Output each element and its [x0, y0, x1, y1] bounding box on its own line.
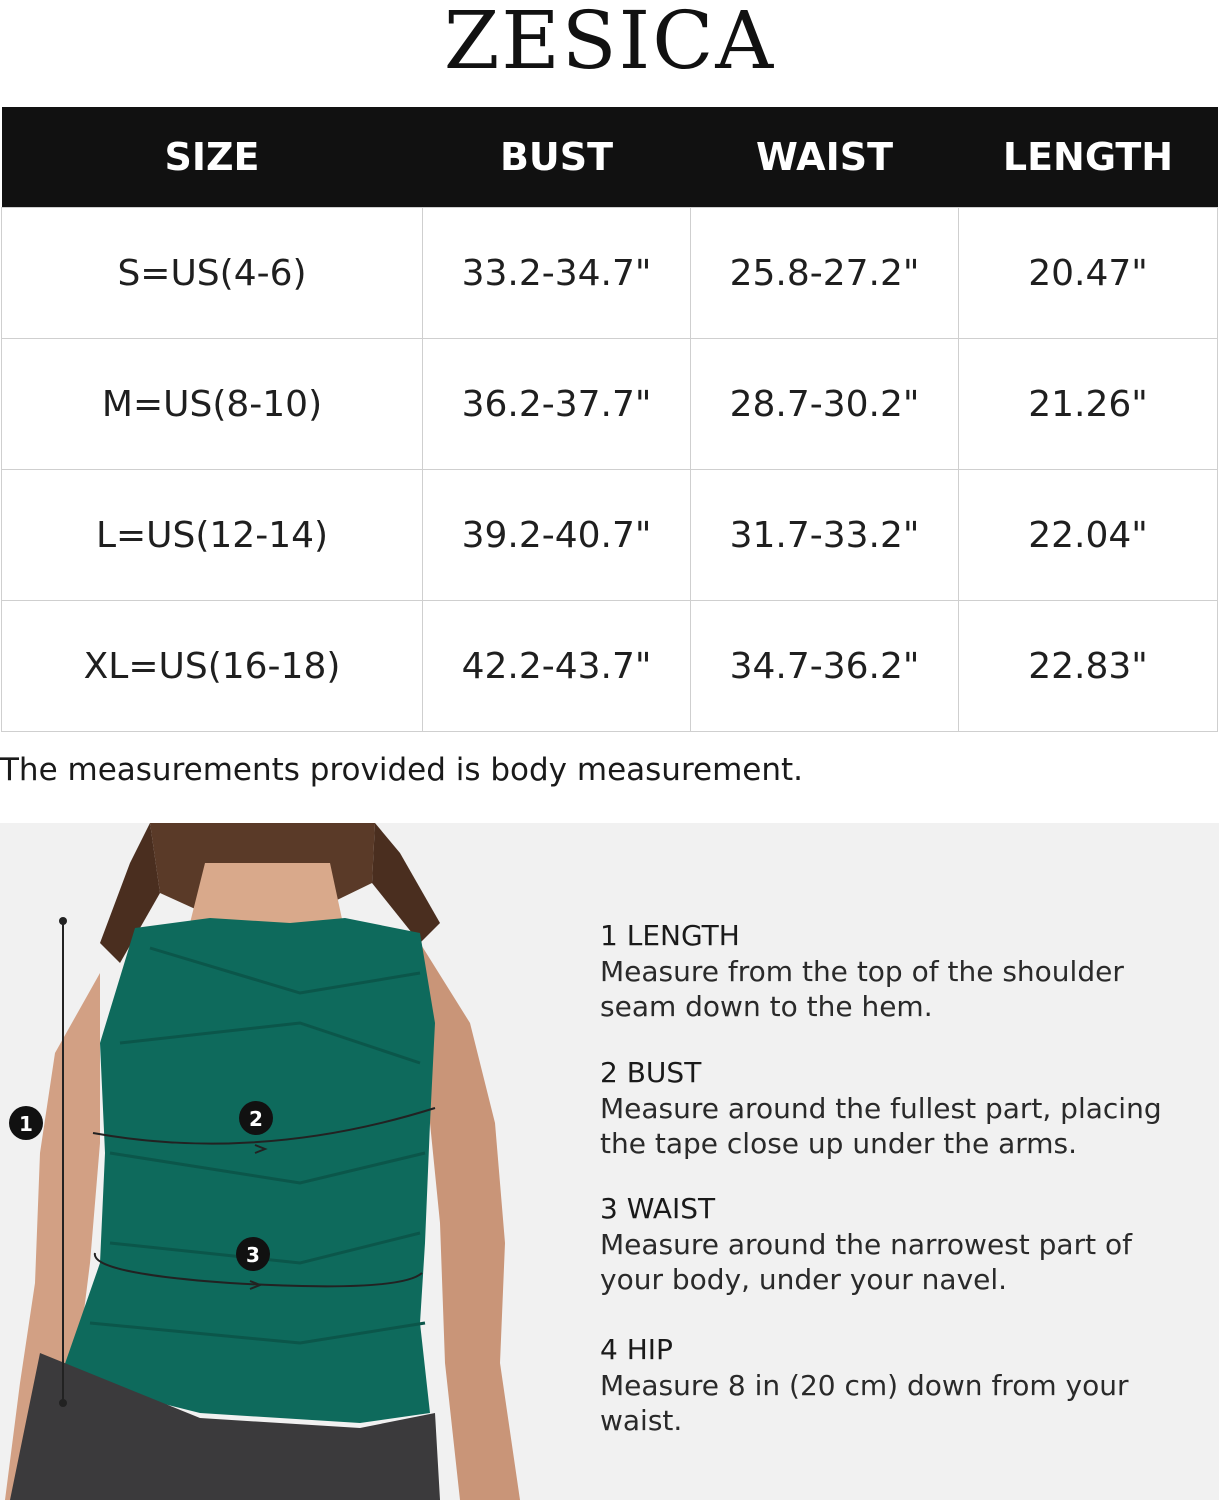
table-row [2, 339, 1218, 470]
header-bust: BUST [423, 107, 691, 208]
waist-cell: 31.7-33.2" [691, 470, 959, 601]
marker-2 [239, 1101, 273, 1135]
length-cell: 22.83" [959, 601, 1218, 732]
bust-cell: 33.2-34.7" [423, 208, 691, 339]
size-cell: XL=US(16-18) [2, 601, 423, 732]
guide-text-line: Measure from the top of the shoulder [600, 955, 1124, 988]
marker-label-2: 2 [249, 1107, 263, 1131]
measurement-guide-panel [0, 823, 1219, 1500]
length-cell: 21.26" [959, 339, 1218, 470]
waist-cell: 34.7-36.2" [691, 601, 959, 732]
size-cell: M=US(8-10) [2, 339, 423, 470]
waist-cell: 28.7-30.2" [691, 339, 959, 470]
bust-cell: 36.2-37.7" [423, 339, 691, 470]
header-size: SIZE [2, 107, 423, 208]
header-waist: WAIST [691, 107, 959, 208]
bust-cell: 39.2-40.7" [423, 470, 691, 601]
model-illustration [0, 823, 560, 1500]
waist-cell: 25.8-27.2" [691, 208, 959, 339]
guide-bust [600, 1055, 1200, 1161]
table-header-row [2, 107, 1218, 208]
header-length: LENGTH [959, 107, 1218, 208]
table-row [2, 601, 1218, 732]
size-cell: L=US(12-14) [2, 470, 423, 601]
guide-hip [600, 1332, 1200, 1438]
guide-waist [600, 1191, 1200, 1297]
bust-cell: 42.2-43.7" [423, 601, 691, 732]
guide-title: 4 HIP [600, 1333, 673, 1366]
marker-label-1: 1 [19, 1112, 33, 1136]
guide-text-line: Measure 8 in (20 cm) down from your waist. [600, 1369, 1129, 1437]
marker-3 [236, 1237, 270, 1271]
guide-text-line: your body, under your navel. [600, 1263, 1008, 1296]
marker-1 [9, 1106, 43, 1140]
brand-logo: ZESICA [443, 0, 776, 87]
guide-text-line: the tape close up under the arms. [600, 1127, 1078, 1160]
guide-text-line: Measure around the narrowest part of [600, 1228, 1132, 1261]
marker-label-3: 3 [246, 1243, 260, 1267]
guide-title: 1 LENGTH [600, 919, 740, 952]
guide-text-line: Measure around the fullest part, placing [600, 1092, 1162, 1125]
size-chart-table [1, 107, 1218, 732]
guide-title: 3 WAIST [600, 1192, 716, 1225]
length-cell: 20.47" [959, 208, 1218, 339]
guide-length [600, 918, 1200, 1024]
guide-text-line: seam down to the hem. [600, 990, 933, 1023]
measurement-note: The measurements provided is body measurement. [0, 752, 804, 788]
table-row [2, 470, 1218, 601]
guide-title: 2 BUST [600, 1056, 702, 1089]
table-row [2, 208, 1218, 339]
length-cell: 22.04" [959, 470, 1218, 601]
garment-shape [60, 918, 435, 1423]
size-cell: S=US(4-6) [2, 208, 423, 339]
